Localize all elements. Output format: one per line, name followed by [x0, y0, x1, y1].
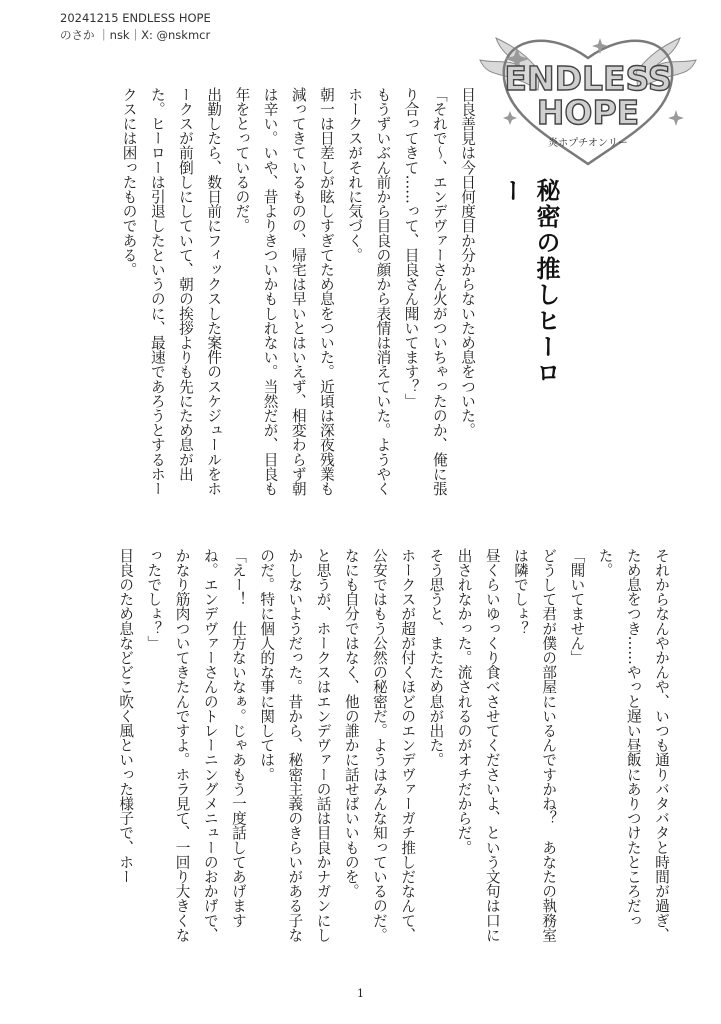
page-header — [60, 10, 211, 44]
paragraph: それからなんやかんや、いつも通りバタバタと時間が過ぎ、ため息をつき……やっと遅い昼飯にありつけたところだった。 — [596, 548, 670, 943]
paragraph: どうして君が僕の部屋にいるんですかね？ あなたの執務室は隣でしょ？ — [511, 548, 558, 943]
header-author-line: のさか ｜nsk｜X: @nskmcr — [60, 28, 211, 42]
logo-word-hope: HOPE — [536, 93, 640, 132]
endless-hope-logo — [478, 20, 698, 168]
logo-subtitle: 炎ホプチオンリー — [548, 138, 628, 149]
paragraph: 目良善見は今日何度目か分からないため息をついた。 — [459, 87, 476, 438]
story-title: 秘密の推しヒーロー — [497, 178, 560, 386]
paragraph: もうずいぶん前から目良の顔から表情は消えていた。ようやくホークスがそれに気づく。 — [346, 87, 392, 496]
paragraph: ホークスが超が付くほどのエンデヴァーガチ推しだなんて、公安ではもう公然の秘密だ。ようはみんな知っているのだ。なにも自分ではなく、他の誰かに話せばいいものを。 — [342, 548, 417, 943]
paragraph: 昼くらいゆっくり食べさせてくださいよ、という文句は口に出されなかった。流されるのがオチだからだ。 — [455, 548, 501, 943]
paragraph: 「えー！ 仕方ないなぁ。じゃあもう一度話してあげますね。エンデヴァーさんのトレーニングメニューのおかげで、かなり筋肉ついてきたんですよ。ホラ見て、一回り大きくなったでしょ？」 — [145, 548, 247, 943]
logo-word-endless: ENDLESS — [504, 59, 672, 98]
page-number: 1 — [357, 987, 364, 1000]
header-event-line: 20241215 ENDLESS HOPE — [60, 11, 211, 25]
paragraph: 「聞いてません」 — [568, 548, 586, 665]
paragraph: 目良のため息などどこ吹く風といった様子で、ホー — [117, 548, 135, 884]
paragraph: と思うが、ホークスはエンデヴァーの話は目良かナガンにしかしないようだった。昔から、秘密主義のきらいがある子なのだ。特に個人的な事に関しては。 — [258, 548, 332, 943]
paragraph: 朝一は日差しが眩しすぎてため息をついた。近頃は深夜残業も減ってきているものの、帰宅は早いとはいえず、相変わらず朝は辛い。いや、昔よりきついかもしれない。当然だが、目良も年をとっているのだ。 — [233, 87, 335, 496]
paragraph: そう思うと、またため息が出た。 — [427, 548, 445, 767]
body-text-bottom — [55, 548, 675, 946]
paragraph: 出勤したら、数日前にフィックスした案件のスケジュールをホークスが前倒しにしていて、朝の挨拶よりも先にため息が出た。ヒーローは引退したというのに、最速であろうとするホークスには困ったものである。 — [120, 87, 223, 496]
paragraph: 「それで〜、エンデヴァーさん火がついちゃったのか、俺に張り合ってきて……って、目良さん聞いてます？」 — [402, 87, 448, 496]
body-text-top — [81, 87, 481, 502]
